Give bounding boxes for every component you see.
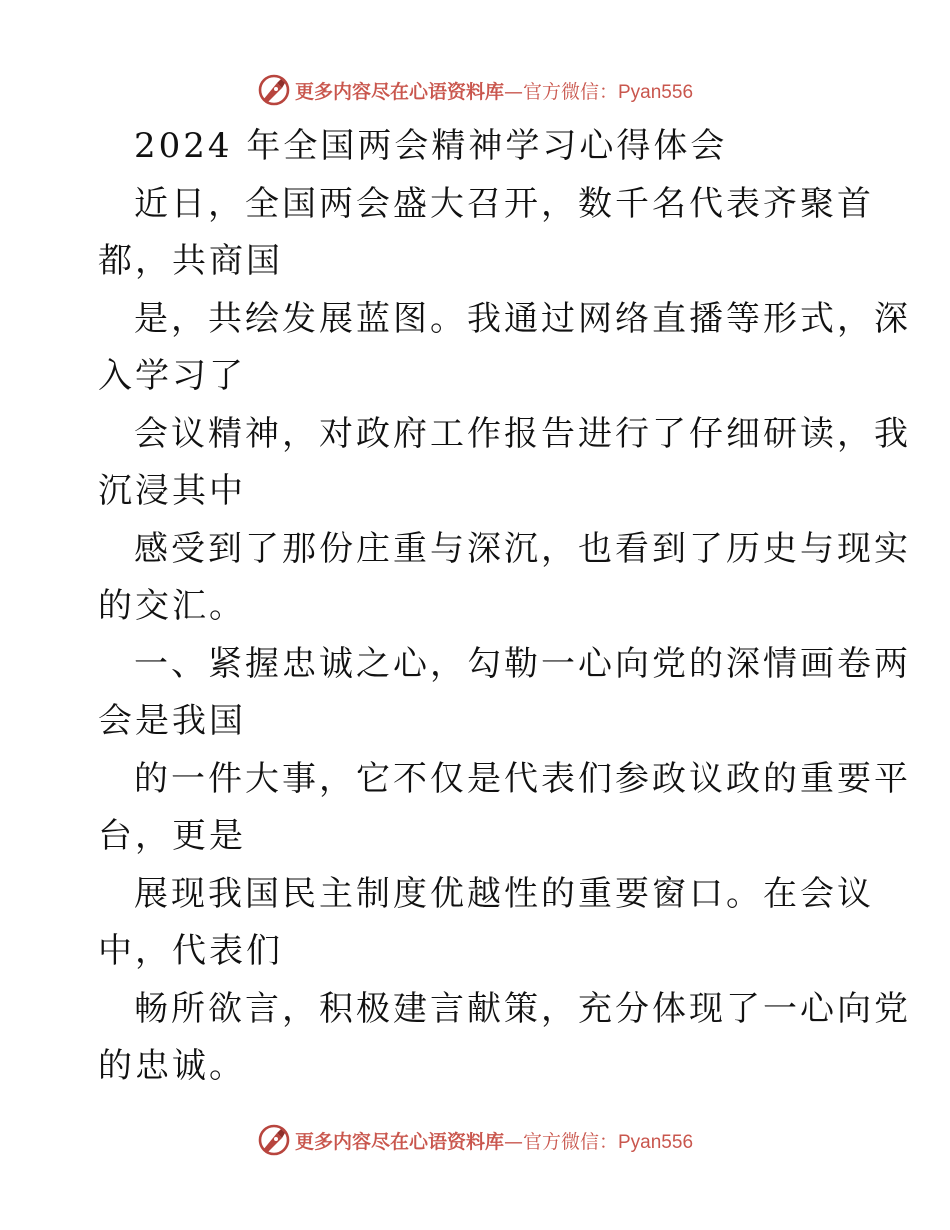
paragraph-line: 都，共商国 <box>98 241 283 281</box>
header-brand: 更多内容尽在心语资料库 <box>294 80 504 103</box>
header-banner <box>0 68 950 112</box>
paragraph-line: 会议精神，对政府工作报告进行了仔细研读，我 <box>134 413 911 454</box>
footer-banner <box>0 1118 950 1162</box>
footer-label: 官方微信： <box>522 1130 618 1153</box>
section-heading-line: 一、紧握忠诚之心，勾勒一心向党的深情画卷两 <box>134 643 911 684</box>
header-account: Pyan556 <box>618 81 694 103</box>
paragraph-line: 的交汇。 <box>98 586 246 626</box>
footer-banner-text <box>295 1127 693 1154</box>
header-label: 官方微信： <box>522 80 618 103</box>
paragraph-line: 的忠诚。 <box>98 1046 246 1086</box>
paragraph-line: 感受到了那份庄重与深沉，也看到了历史与现实 <box>134 528 911 569</box>
paragraph-line: 沉浸其中 <box>98 471 246 511</box>
paragraph-line: 展现我国民主制度优越性的重要窗口。在会议 <box>134 873 874 914</box>
header-banner-text <box>295 77 693 104</box>
paragraph-line: 台，更是 <box>98 816 246 856</box>
document-title: 2024 年全国两会精神学习心得体会 <box>134 126 728 166</box>
pen-nib-logo-icon <box>257 73 291 107</box>
paragraph-line: 入学习了 <box>98 356 246 396</box>
paragraph-line: 是，共绘发展蓝图。我通过网络直播等形式，深 <box>134 298 911 339</box>
document-body <box>98 118 911 1096</box>
footer-separator: — <box>503 1130 523 1153</box>
paragraph-line: 近日，全国两会盛大召开，数千名代表齐聚首 <box>134 183 874 224</box>
paragraph-line: 畅所欲言，积极建言献策，充分体现了一心向党 <box>134 988 911 1029</box>
header-separator: — <box>503 80 523 103</box>
paragraph-line: 的一件大事，它不仅是代表们参政议政的重要平 <box>134 758 911 799</box>
pen-nib-logo-icon <box>257 1123 291 1157</box>
paragraph-line: 中，代表们 <box>98 931 283 971</box>
footer-brand: 更多内容尽在心语资料库 <box>294 1130 504 1153</box>
footer-account: Pyan556 <box>618 1131 694 1153</box>
paragraph-line: 会是我国 <box>98 701 246 741</box>
